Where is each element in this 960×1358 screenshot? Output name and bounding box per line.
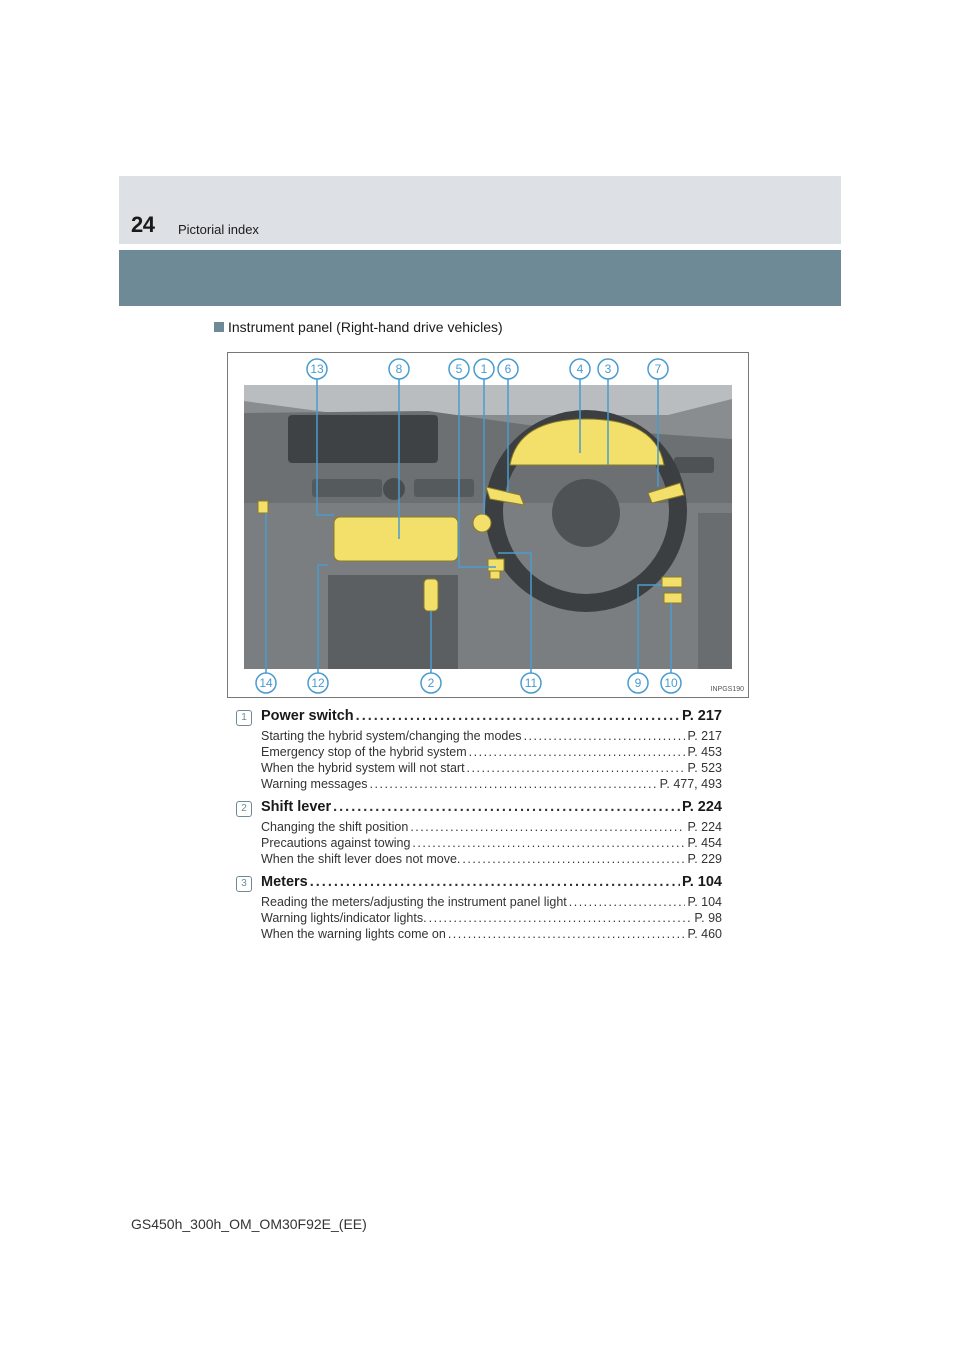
sub-entry-page-link[interactable]: P. 104 (687, 895, 722, 909)
entry-number: 1 (236, 710, 252, 726)
sub-entry-page-link[interactable]: P. 224 (687, 820, 722, 834)
entry-number: 3 (236, 876, 252, 892)
index-entries (236, 708, 722, 949)
square-bullet-icon (214, 322, 224, 332)
sub-entry-label: Changing the shift position (261, 820, 409, 834)
switch-5-highlight (488, 559, 504, 571)
callout-14-label: 14 (259, 676, 273, 690)
instrument-panel-figure (227, 352, 749, 698)
header-bar (119, 250, 841, 306)
callout-5-label: 5 (455, 362, 463, 376)
instrument-panel-illustration (228, 353, 748, 697)
sub-entry-label: Warning messages (261, 777, 368, 791)
sub-entry-label: Emergency stop of the hybrid system (261, 745, 467, 759)
switch-10-highlight (664, 593, 682, 603)
display-screen (288, 415, 438, 463)
vent-center (414, 479, 474, 497)
callout-10-label: 10 (664, 676, 678, 690)
sub-entry-label: When the shift lever does not move. (261, 852, 461, 866)
callout-3-label: 3 (604, 362, 612, 376)
sub-entry-page-link[interactable]: P. 217 (687, 729, 722, 743)
entry-shift-lever (236, 799, 722, 868)
sub-entry-page-link[interactable]: P. 460 (687, 927, 722, 941)
sub-entry-label: Precautions against towing (261, 836, 411, 850)
sub-entry-label: When the hybrid system will not start (261, 761, 465, 775)
clock (383, 478, 405, 500)
steering-spoke (554, 507, 618, 521)
sub-entry-page-link[interactable]: P. 523 (687, 761, 722, 775)
power-switch-highlight (473, 514, 491, 532)
shift-lever-highlight (424, 579, 438, 611)
sub-entry-page-link[interactable]: P. 229 (687, 852, 722, 866)
callout-11-label: 11 (524, 676, 538, 690)
audio-panel-highlight (334, 517, 458, 561)
callout-4-label: 4 (576, 362, 584, 376)
entry-page-link[interactable]: P. 217 (681, 708, 722, 724)
entry-number: 2 (236, 801, 252, 817)
vent-right (674, 457, 714, 473)
sub-entry-label: When the warning lights come on (261, 927, 446, 941)
callout-12-label: 12 (311, 676, 325, 690)
callout-9-label: 9 (634, 676, 642, 690)
sub-entry-label: Starting the hybrid system/changing the modes (261, 729, 522, 743)
footer-code: GS450h_300h_OM_OM30F92E_(EE) (131, 1216, 367, 1232)
section-title: Instrument panel (Right-hand drive vehicles) (214, 319, 503, 335)
entry-power-switch (236, 708, 722, 793)
page-number: 24 (131, 212, 155, 237)
callout-8-label: 8 (395, 362, 403, 376)
callout-1-label: 1 (480, 362, 488, 376)
switch-9-highlight (662, 577, 682, 587)
vent-left (312, 479, 382, 497)
sub-entry-page-link[interactable]: P. 98 (694, 911, 722, 925)
sub-entry-page-link[interactable]: P. 453 (687, 745, 722, 759)
header-title: Pictorial index (178, 222, 259, 237)
callout-7-label: 7 (654, 362, 662, 376)
sub-entry-page-link[interactable]: P. 454 (687, 836, 722, 850)
entry-meters (236, 874, 722, 943)
entry-label: Meters (261, 874, 308, 890)
callout-13-label: 13 (310, 362, 324, 376)
entry-label: Power switch (261, 708, 354, 724)
figure-code: INPGS190 (710, 686, 744, 693)
entry-label: Shift lever (261, 799, 332, 815)
entry-page-link[interactable]: P. 104 (681, 874, 722, 890)
callout-2-label: 2 (427, 676, 435, 690)
door-panel (698, 513, 732, 669)
entry-page-link[interactable]: P. 224 (681, 799, 722, 815)
sub-entry-label: Warning lights/indicator lights. (261, 911, 427, 925)
sub-entry-label: Reading the meters/adjusting the instrument panel light (261, 895, 567, 909)
callout-6-label: 6 (504, 362, 512, 376)
switch-14-highlight (258, 501, 268, 513)
sub-entry-page-link[interactable]: P. 477, 493 (659, 777, 722, 791)
